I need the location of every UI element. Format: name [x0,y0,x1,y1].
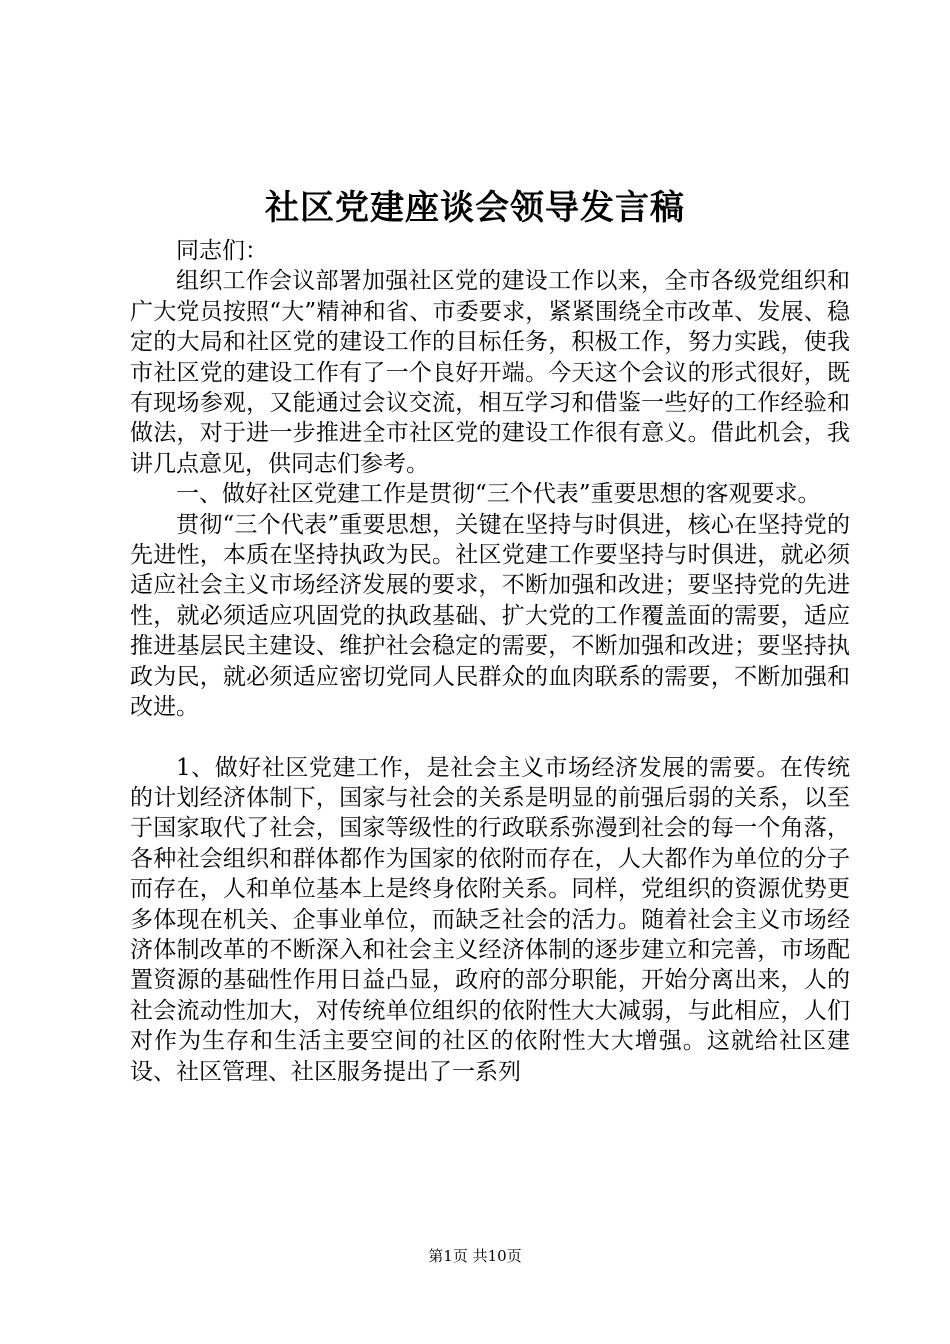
paragraph-point-1: 1、做好社区党建工作，是社会主义市场经济发展的需要。在传统的计划经济体制下，国家与社会的关系是明显的前强后弱的关系，以至于国家取代了社会，国家等级性的行政联系弥漫到社会的每一个角落，各种社会组织和群体都作为国家的依附而存在，人大都作为单位的分子而存在，人和单位基本上是终身依附关系。同样，党组织的资源优势更多体现在机关、企事业单位，而缺乏社会的活力。随着社会主义市场经济体制改革的不断深入和社会主义经济体制的逐步建立和完善，市场配置资源的基础性作用日益凸显，政府的部分职能，开始分离出来，人的社会流动性加大，对传统单位组织的依附性大大减弱，与此相应，人们对作为生存和生活主要空间的社区的依附性大大增强。这就给社区建设、社区管理、社区服务提出了一系列 [130,754,850,1085]
document-title: 社区党建座谈会领导发言稿 [265,188,685,228]
paragraph-intro: 组织工作会议部署加强社区党的建设工作以来，全市各级党组织和广大党员按照“大”精神和省、市委要求，紧紧围绕全市改革、发展、稳定的大局和社区党的建设工作的目标任务，积极工作，努力实践，使我市社区党的建设工作有了一个良好开端。今天这个会议的形式很好，既有现场参观，又能通过会议交流，相互学习和借鉴一些好的工作经验和做法，对于进一步推进全市社区党的建设工作很有意义。借此机会，我讲几点意见，供同志们参考。 [130,268,850,477]
document-body [130,236,850,1087]
page-number-footer: 第1页 共10页 [428,1247,522,1265]
paragraph-salutation: 同志们： [176,238,268,264]
paragraph-three-represents: 贯彻“三个代表”重要思想，关键在坚持与时俱进，核心在坚持党的先进性，本质在坚持执政为民。社区党建工作要坚持与时俱进，就必须适应社会主义市场经济发展的要求，不断加强和改进；要坚持党的先进性，就必须适应巩固党的执政基础、扩大党的工作覆盖面的需要，适应推进基层民主建设、维护社会稳定的需要，不断加强和改进；要坚持执政为民，就必须适应密切党同人民群众的血肉联系的需要，不断加强和改进。 [130,511,850,721]
section-heading-1: 一、做好社区党建工作是贯彻“三个代表”重要思想的客观要求。 [176,481,821,508]
